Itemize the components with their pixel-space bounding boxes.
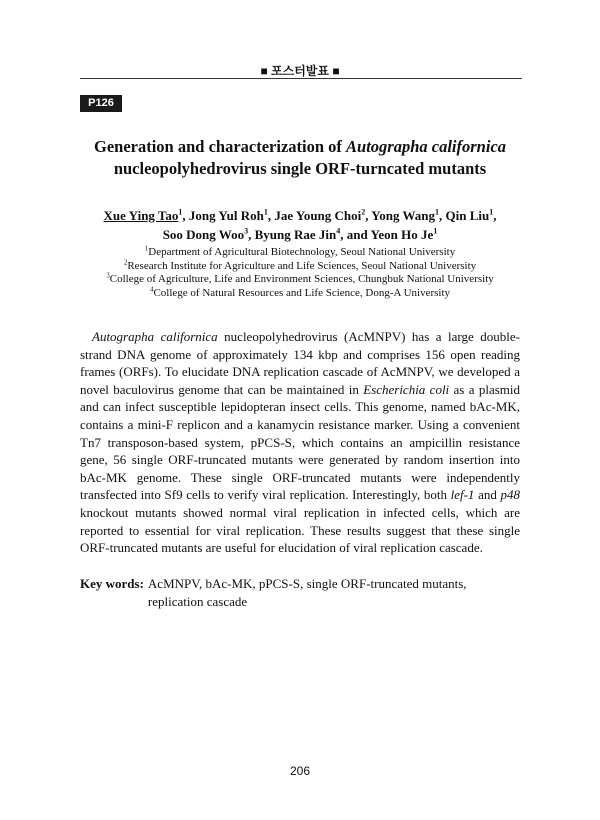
affiliation-text: Department of Agricultural Biotechnology, Seoul National University xyxy=(148,246,456,258)
author-affiliation: 3 xyxy=(244,226,249,236)
author-affiliation: 1 xyxy=(435,207,440,217)
author-separator: , xyxy=(248,227,255,242)
abstract-species: Escherichia coli xyxy=(363,381,450,397)
abstract-text: and xyxy=(474,487,501,503)
author-row-2 xyxy=(40,225,560,244)
title-line-2: nucleopolyhedrovirus single ORF-turncated mutants xyxy=(113,159,487,178)
author-name: Jong Yul Roh xyxy=(188,208,264,223)
author-separator: , and xyxy=(340,227,371,242)
author-name: Qin Liu xyxy=(445,208,490,223)
author-affiliation: 1 xyxy=(489,207,494,217)
author-name: Yeon Ho Je xyxy=(370,227,434,242)
affiliation-number: 2 xyxy=(123,257,128,266)
affiliation-line xyxy=(40,257,560,274)
author-separator: , xyxy=(493,208,497,223)
affiliation-text: College of Agriculture, Life and Environment Sciences, Chungbuk National University xyxy=(109,273,494,285)
abstract-text: as a plasmid and can infect susceptible lepidopteran insect cells. This genome, named bAc-MK, contains a mini-F replicon and a kanamycin resistance marker. Using a convenient Tn7 transposon-based system, pPCS-S, which contains an ampicillin resistance gene, 56 single ORF-truncated mutants were generated by random insertion into bAc-MK genome. These single ORF-truncated mutants were independently transfected into Sf9 cells to verify viral replication. Interestingly, both xyxy=(80,381,521,503)
author-name: Yong Wang xyxy=(371,208,436,223)
keywords-label: Key words: xyxy=(80,576,144,591)
author-separator: , xyxy=(365,208,372,223)
title-line-1 xyxy=(40,136,560,158)
affiliation-text: College of Natural Resources and Life Science, Dong-A University xyxy=(153,286,451,299)
paper-title xyxy=(40,136,560,180)
abstract-species: Autographa californica xyxy=(92,329,218,344)
section-header: ■ 포스터발표 ■ xyxy=(260,64,340,78)
abstract-text: nucleopolyhedrovirus (AcMNPV) has a large double-strand DNA genome of approximately 134 kbp and comprises 156 open reading frames (ORFs). To elucidate DNA replication cascade of AcMNPV, we developed a novel baculovirus genome that can be maintained in xyxy=(80,329,520,397)
author-affiliation: 4 xyxy=(336,226,341,236)
author-row-1 xyxy=(40,206,560,225)
author-name: Byung Rae Jin xyxy=(254,227,337,242)
author-affiliation: 1 xyxy=(178,207,183,217)
keywords-text: AcMNPV, bAc-MK, pPCS-S, single ORF-truncated mutants, replication cascade xyxy=(147,576,467,609)
affiliation-list xyxy=(40,246,560,300)
affiliation-number: 4 xyxy=(149,284,154,293)
affiliation-number: 1 xyxy=(144,244,149,253)
page-number: 206 xyxy=(289,764,311,778)
abstract-gene: p48 xyxy=(500,487,520,503)
author-list xyxy=(40,206,560,244)
affiliation-line xyxy=(40,246,560,260)
header-divider xyxy=(80,78,522,79)
title-species: Autographa californica xyxy=(346,137,507,156)
title-prefix: Generation and characterization of xyxy=(93,137,347,156)
author-separator: , xyxy=(439,208,446,223)
author-affiliation: 1 xyxy=(433,226,438,236)
poster-code-badge: P126 xyxy=(80,95,122,112)
affiliation-line xyxy=(40,284,560,301)
author-name: Jae Young Choi xyxy=(274,208,362,223)
abstract xyxy=(80,328,520,557)
keywords xyxy=(80,575,520,611)
abstract-paragraph xyxy=(80,328,520,557)
author-separator: , xyxy=(182,208,189,223)
author-affiliation: 2 xyxy=(361,207,366,217)
author-name: Soo Dong Woo xyxy=(162,227,245,242)
affiliation-line xyxy=(40,273,560,287)
author-separator: , xyxy=(267,208,275,223)
abstract-gene: lef-1 xyxy=(450,487,475,503)
author-affiliation: 1 xyxy=(263,207,268,217)
affiliation-number: 3 xyxy=(106,271,110,280)
abstract-text: knockout mutants showed normal viral replication in infected cells, which are reported to essential for viral replication. These results suggest that these single ORF-truncated mutants are useful for elucidation of viral replication cascade. xyxy=(80,504,520,556)
affiliation-text: Research Institute for Agriculture and Life Sciences, Seoul National University xyxy=(127,259,477,272)
author-name: Xue Ying Tao xyxy=(103,208,179,223)
